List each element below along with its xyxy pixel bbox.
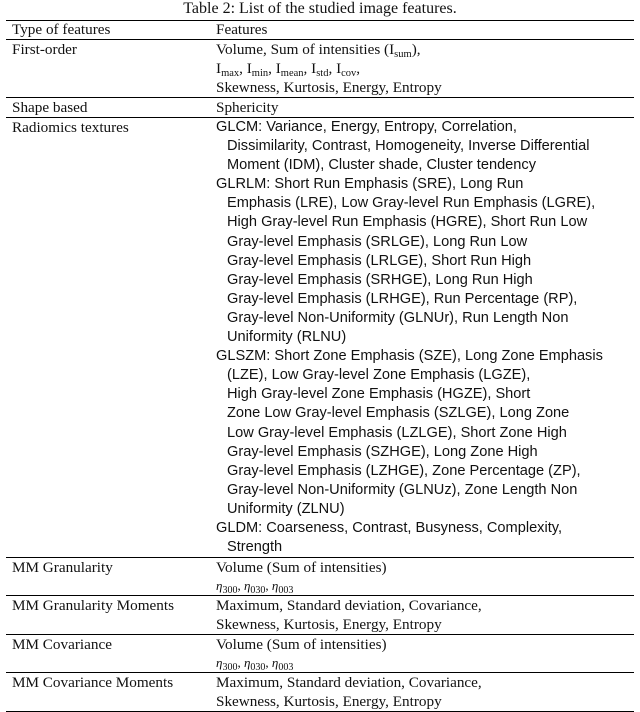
feature-line: Emphasis (LRE), Low Gray-level Run Emphasis (LGRE), [227, 195, 596, 212]
glszm-block [216, 347, 634, 519]
first-order-line-1: Volume, Sum of intensities $(I_{sum})$, [216, 41, 421, 60]
feature-line: Uniformity (RLNU) [227, 329, 347, 346]
first-order-line-3: Skewness, Kurtosis, Energy, Entropy [216, 79, 442, 96]
feature-line: GLDM: Coarseness, Contrast, Busyness, Complexity, [216, 519, 563, 536]
features-table [6, 20, 634, 712]
row-mm-covariance-moments [6, 673, 634, 712]
first-order-line-2 [216, 59, 634, 78]
intensity-term: $I_{mean}$, [275, 60, 312, 79]
feature-line: Gray-level Non-Uniformity (GLNUz), Zone Length Non [227, 481, 578, 498]
feature-line: High Gray-level Zone Emphasis (HGZE), Short [227, 386, 531, 403]
eta-moment: $\eta_{003}$ [271, 578, 294, 597]
type-mm-covariance-moments: MM Covariance Moments [6, 673, 210, 712]
mm-granularity-eta-list [216, 577, 634, 595]
type-shape-based: Shape based [6, 98, 210, 118]
feature-line: GLCM: Variance, Energy, Entropy, Correlation, [216, 119, 517, 135]
feature-line: (LZE), Low Gray-level Zone Emphasis (LGZE), [227, 367, 531, 384]
feature-line: Moment (IDM), Cluster shade, Cluster tendency [227, 157, 537, 174]
eta-moment: $\eta_{030}$, [243, 655, 272, 674]
feature-line: Low Gray-level Emphasis (LZLGE), Short Zone High [227, 424, 567, 441]
row-shape-based [6, 98, 634, 118]
mm-covariance-eta-list [216, 654, 634, 672]
feature-line: Gray-level Emphasis (SZHGE), Long Zone High [227, 443, 538, 460]
feature-line: Gray-level Emphasis (LZHGE), Zone Percentage (ZP), [227, 462, 581, 479]
eta-moment: $\eta_{030}$, [243, 578, 272, 597]
feature-line: Gray-level Emphasis (SRLGE), Long Run Low [227, 233, 528, 250]
header-features: Features [210, 21, 634, 40]
features-radiomics [210, 118, 634, 558]
row-mm-granularity-moments [6, 596, 634, 635]
row-mm-covariance [6, 635, 634, 673]
features-mm-granularity: Volume (Sum of intensities) $\eta_{300}$, $\eta_{030}$, $\eta_{003}$ [210, 558, 634, 596]
gldm-block [216, 519, 634, 557]
eta-moment: $\eta_{300}$, [216, 578, 244, 597]
feature-line: Gray-level Emphasis (SRHGE), Long Run High [227, 271, 533, 288]
feature-line: Gray-level Emphasis (LRHGE), Run Percentage (RP), [227, 290, 578, 307]
intensity-term: $I_{min}$, [246, 60, 276, 79]
glcm-block [216, 118, 634, 175]
eta-moment: $\eta_{300}$, [216, 655, 244, 674]
features-mm-granularity-moments: Maximum, Standard deviation, Covariance, Skewness, Kurtosis, Energy, Entropy [210, 596, 634, 635]
feature-line: GLRLM: Short Run Emphasis (SRE), Long Run [216, 176, 524, 193]
glrlm-block [216, 175, 634, 347]
intensity-term: $I_{max}$, [216, 60, 247, 79]
row-mm-granularity [6, 558, 634, 596]
feature-line: Uniformity (ZLNU) [227, 500, 345, 517]
feature-line: GLSZM: Short Zone Emphasis (SZE), Long Zone Emphasis [216, 348, 603, 365]
feature-line: Gray-level Emphasis (LRLGE), Short Run High [227, 252, 532, 269]
table-header-row [6, 21, 634, 40]
type-mm-granularity: MM Granularity [6, 558, 210, 596]
features-shape-based: Sphericity [210, 98, 634, 118]
feature-line: High Gray-level Run Emphasis (HGRE), Short Run Low [227, 214, 588, 231]
intensity-term: $I_{cov}$, [336, 60, 361, 79]
feature-line: Dissimilarity, Contrast, Homogeneity, Inverse Differential [227, 138, 590, 155]
type-mm-covariance: MM Covariance [6, 635, 210, 673]
features-first-order [210, 40, 634, 98]
table-caption: Table 2: List of the studied image features. [183, 0, 457, 17]
row-radiomics [6, 118, 634, 558]
intensity-term: $I_{std}$, [311, 60, 337, 79]
feature-line: Strength [227, 539, 283, 556]
type-radiomics: Radiomics textures [6, 118, 210, 558]
feature-line: Zone Low Gray-level Emphasis (SZLGE), Long Zone [227, 405, 570, 422]
eta-moment: $\eta_{003}$ [271, 655, 294, 674]
features-mm-covariance-moments: Maximum, Standard deviation, Covariance, Skewness, Kurtosis, Energy, Entropy [210, 673, 634, 712]
type-first-order: First-order [6, 40, 210, 98]
row-first-order [6, 40, 634, 98]
header-type: Type of features [6, 21, 210, 40]
feature-line: Gray-level Non-Uniformity (GLNUr), Run Length Non [227, 309, 569, 326]
features-mm-covariance: Volume (Sum of intensities) $\eta_{300}$, $\eta_{030}$, $\eta_{003}$ [210, 635, 634, 673]
type-mm-granularity-moments: MM Granularity Moments [6, 596, 210, 635]
